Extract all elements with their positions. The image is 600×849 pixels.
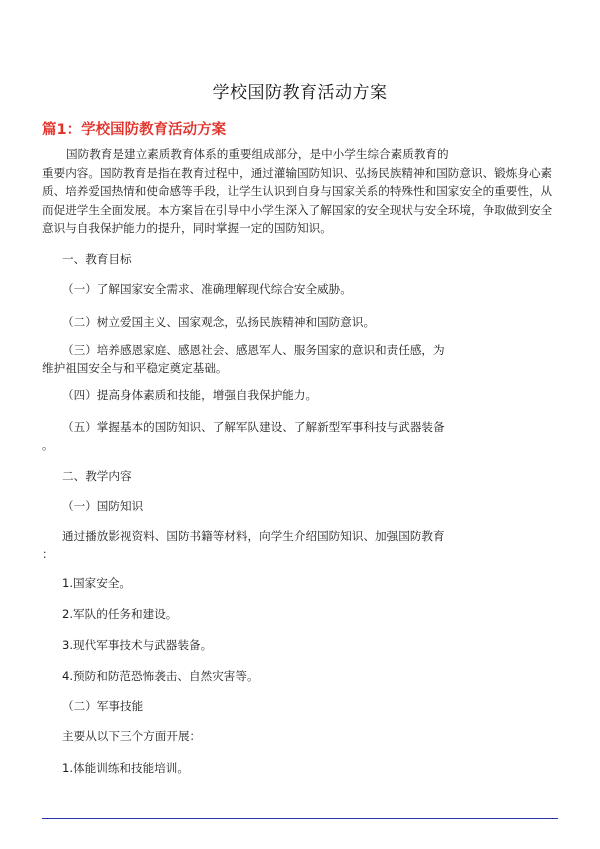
knowledge-item-1: 1.国家安全。 [62,576,132,590]
skill-item-1: 1.体能训练和技能培训。 [62,761,189,775]
intro-continuation: 重要内容。国防教育是指在教育过程中，通过灌输国防知识、弘扬民族精神和国防意识、锻炼身心素质、培养爱国热情和使命感等手段，让学生认识到自身与国家关系的特殊性和国家安全的重要性，从而促进学生全面发展。本方案旨在引导中小学生深入了解国家的安全现状与安全环境，争取做到安全意识与自我保护能力的提升，同时掌握一定的国防知识。 [42,165,553,235]
goal-3-line-1: （三）培养感恩家庭、感恩社会、感恩军人、服务国家的意识和责任感，为 [62,343,445,357]
section-heading: 篇1：学校国防教育活动方案 [42,122,227,138]
skills-intro: 主要从以下三个方面开展： [62,729,202,743]
document-title: 学校国防教育活动方案 [212,83,388,103]
knowledge-intro-line-1: 通过播放影视资料、国防书籍等材料，向学生介绍国防知识、加强国防教育 [62,529,445,543]
goal-5-line-2: 。 [42,438,54,452]
goal-5-line-1: （五）掌握基本的国防知识、了解军队建设、了解新型军事科技与武器装备 [62,420,445,434]
goal-4: （四）提高身体素质和技能，增强自我保护能力。 [62,388,318,402]
intro-line-1: 国防教育是建立素质教育体系的重要组成部分，是中小学生综合素质教育的 [66,147,449,161]
knowledge-item-3: 3.现代军事技术与武器装备。 [62,638,213,652]
subheading-skills: （二）军事技能 [62,699,144,713]
goal-1: （一）了解国家安全需求、准确理解现代综合安全威胁。 [62,282,352,296]
goal-2: （二）树立爱国主义、国家观念，弘扬民族精神和国防意识。 [62,315,376,329]
footer-divider [42,818,558,819]
heading-goals: 一、教育目标 [62,252,132,266]
heading-content: 二、教学内容 [62,469,132,483]
intro-paragraph [42,145,562,238]
knowledge-item-4: 4.预防和防范恐怖袭击、自然灾害等。 [62,669,259,683]
knowledge-item-2: 2.军队的任务和建设。 [62,607,178,621]
knowledge-intro-line-2: ： [42,547,54,561]
subheading-knowledge: （一）国防知识 [62,499,144,513]
goal-3-line-2: 维护祖国安全与和平稳定奠定基础。 [42,361,228,375]
